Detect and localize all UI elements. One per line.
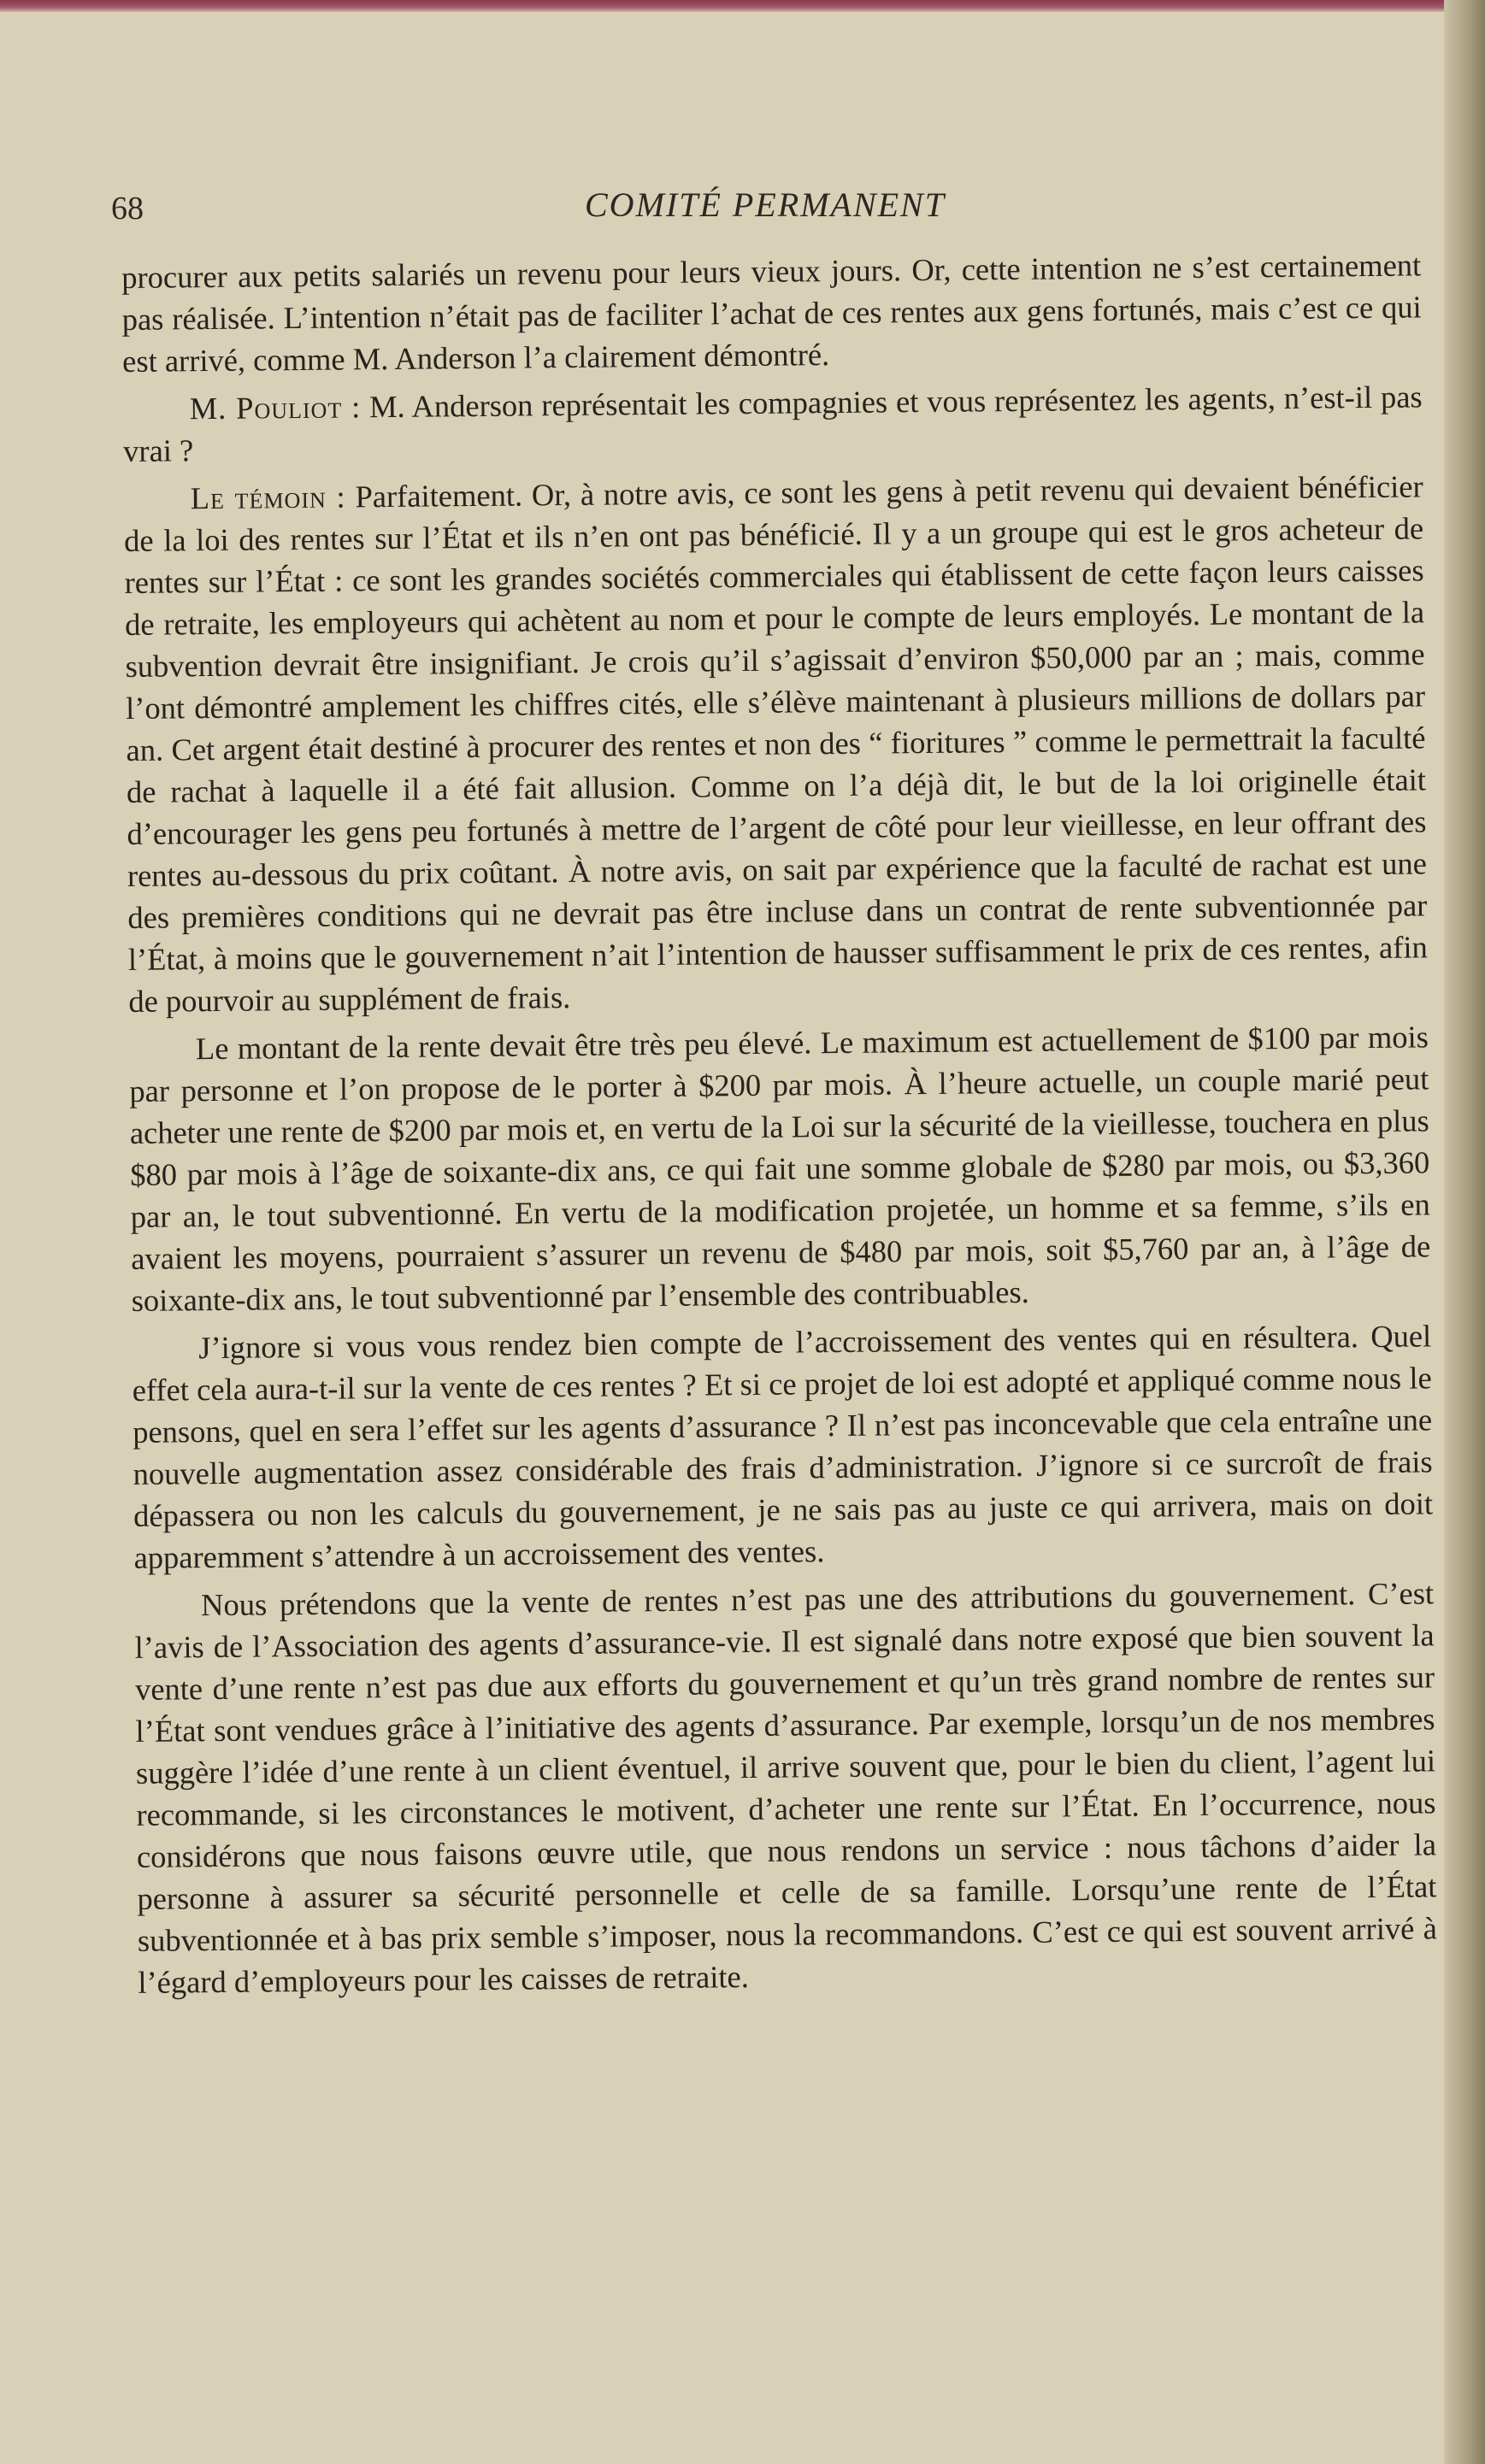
pouliot-statement: M. Anderson représentait les compagnies et vous représentez les agents, n’est-il pas vrai ? — [122, 379, 1423, 468]
book-binding-edge — [0, 0, 1485, 12]
page-header — [111, 185, 1419, 236]
page-number: 68 — [111, 191, 144, 226]
speaker-temoin: Le témoin : — [190, 479, 346, 516]
body-text — [121, 244, 1438, 2008]
paragraph-accroissement: J’ignore si vous vous rendez bien compte de l’accroissement des ventes qui en résultera. Quel effet cela aura-t-il sur la vente de ces rentes ? Et si ce projet de loi est adopté et appliqué comme nous le pensons, quel en sera l’effet sur les agents d’assurance ? Il n’est pas inconcevable que cela entraîne une nouvelle augmentation assez considérable des frais d’administration. J’ignore si ce surcroît de frais dépassera ou non les calculs du gouvernement, je ne sais pas au juste ce qui arrivera, mais on doit apparemment s’attendre à un accroissement des ventes. — [132, 1318, 1434, 1575]
running-head: COMITÉ PERMANENT — [585, 185, 946, 224]
page-gutter-shadow — [1444, 0, 1485, 2464]
temoin-statement: Parfaitement. Or, à notre avis, ce sont les gens à petit revenu qui devaient bénéficier de la loi des rentes sur l’État et ils n’en ont pas bénéficié. Il y a un groupe qui est le gros acheteur de rentes sur l’État : ce sont les grandes sociétés commerciales qui établissent de cette façon leurs caisses de retraite, les employeurs qui achètent au nom et pour le compte de leurs employés. Le montant de la subvention devrait être insignifiant. Je crois qu’il s’agissait d’environ $50,000 par an ; mais, comme l’ont démontré amplement les chiffres cités, elle s’élève maintenant à plusieurs millions de dollars par an. Cet argent était destiné à procurer des rentes et non des “ fioritures ” comme le permettrait la faculté de rachat à laquelle il a été fait allusion. Comme on l’a déjà dit, le but de la loi originelle était d’encourager les gens peu fortunés à mettre de l’argent de côté pour leur vieillesse, en leur offrant des rentes au-dessous du prix coûtant. À notre avis, on sait par expérience que la faculté de rachat est une des premières conditions qui ne devrait pas être incluse dans un contrat de rente subventionnée par l’État, à moins que le gouvernement n’ait l’intention de hausser suffisamment le prix de ces rentes, afin de pourvoir au supplément de frais. — [123, 468, 1429, 1019]
paragraph-pouliot — [122, 375, 1423, 472]
paragraph-temoin — [123, 465, 1428, 1022]
paragraph-montant: Le montant de la rente devait être très peu élevé. Le maximum est actuellement de $100 par mois par personne et l’on propose de le porter à $200 par mois. À l’heure actuelle, un couple marié peut acheter une rente de $200 par mois et, en vertu de la Loi sur la sécurité de la vieillesse, touchera en plus $80 par mois à l’âge de soixante-dix ans, ce qui fait une somme globale de $280 par mois, ou $3,360 par an, le tout subventionné. En vertu de la modification projetée, un homme et sa femme, s’ils en avaient les moyens, pourraient s’assurer un revenu de $480 par mois, soit $5,760 par an, à l’âge de soixante-dix ans, le tout subventionné par l’ensemble des contribuables. — [129, 1019, 1431, 1318]
paragraph-continuation: procurer aux petits salariés un revenu pour leurs vieux jours. Or, cette intention ne s’est certainement pas réalisée. L’intention n’était pas de faciliter l’achat de ces rentes aux gens fortunés, mais c’est ce qui est arrivé, comme M. Anderson l’a clairement démontré. — [121, 247, 1422, 379]
speaker-pouliot: M. Pouliot : — [189, 389, 362, 426]
paragraph-attributions: Nous prétendons que la vente de rentes n’est pas une des attributions du gouvernement. C’est l’avis de l’Association des agents d’assurance-vie. Il est signalé dans notre exposé que bien souvent la vente d’une rente n’est pas due aux efforts du gouvernement et qu’un très grand nombre de rentes sur l’État sont vendues grâce à l’initiative des agents d’assurance. Par exemple, lorsqu’un de nos membres suggère l’idée d’une rente à un client éventuel, il arrive souvent que, pour le bien du client, l’agent lui recommande, si les circonstances le motivent, d’acheter une rente sur l’État. En l’occurrence, nous considérons que nous faisons œuvre utile, que nous rendons un service : nous tâchons d’aider la personne à assurer sa sécurité personnelle et celle de sa famille. Lorsqu’une rente de l’État subventionnée et à bas prix semble s’imposer, nous la recommandons. C’est ce qui est souvent arrivé à l’égard d’employeurs pour les caisses de retraite. — [134, 1575, 1438, 2000]
